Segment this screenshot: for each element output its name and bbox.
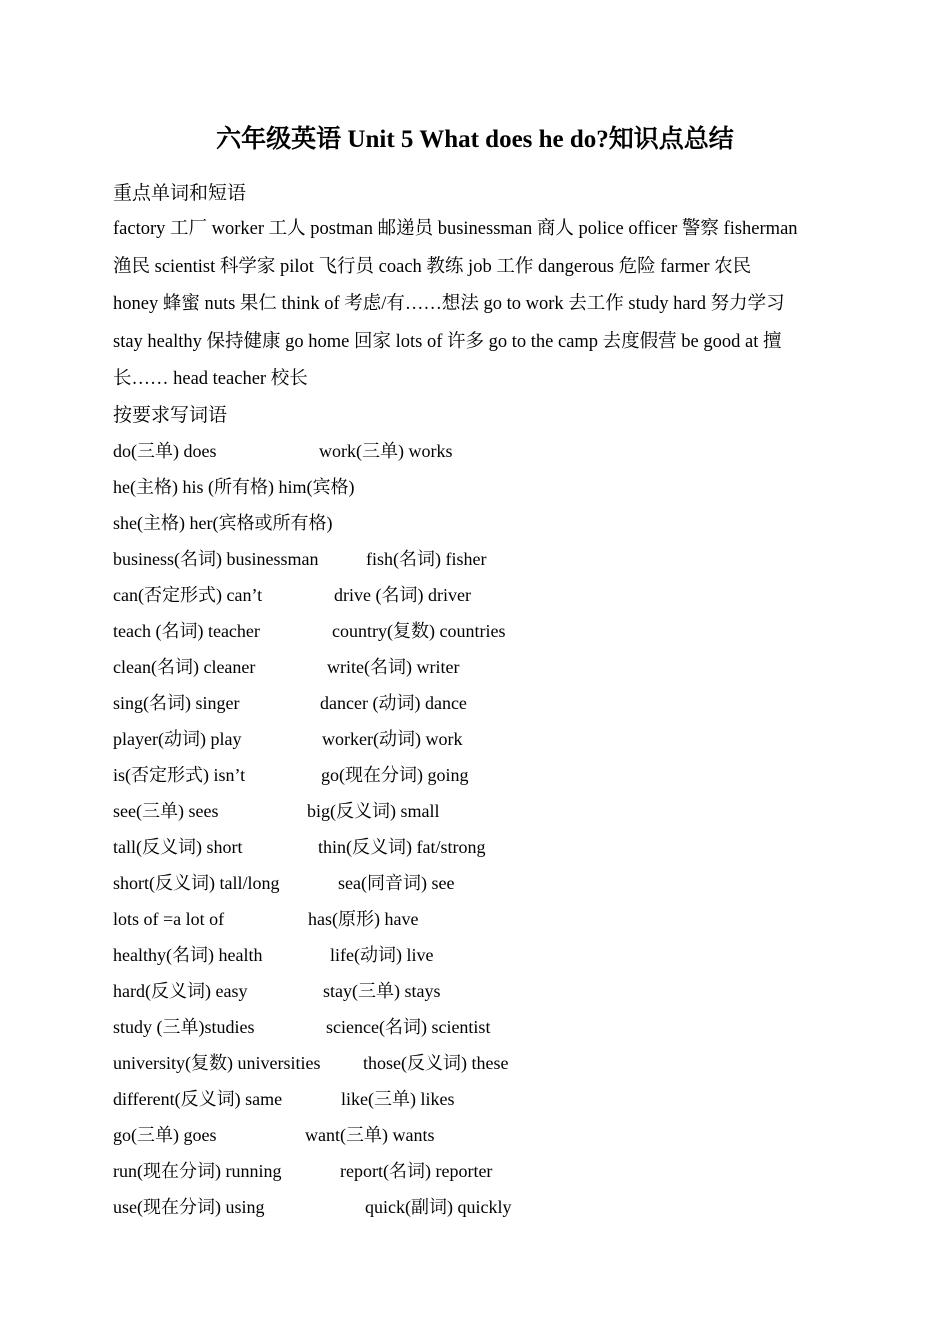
word-form-left: sing(名词) singer — [113, 693, 240, 713]
page-title: 六年级英语 Unit 5 What does he do?知识点总结 — [216, 126, 734, 153]
word-form-left: run(现在分词) running — [113, 1161, 282, 1181]
word-form-row — [113, 721, 833, 757]
vocabulary-line: factory 工厂 worker 工人 postman 邮递员 businessman 商人 police officer 警察 fisherman — [113, 219, 798, 239]
word-form-right: life(动词) live — [330, 945, 434, 965]
word-form-row — [113, 649, 833, 685]
word-form-left: go(三单) goes — [113, 1125, 217, 1145]
word-form-right: fish(名词) fisher — [366, 549, 487, 569]
word-form-right: has(原形) have — [308, 909, 419, 929]
word-form-right: report(名词) reporter — [340, 1161, 493, 1181]
section-heading-vocabulary: 重点单词和短语 — [113, 182, 247, 204]
word-form-right: those(反义词) these — [363, 1053, 509, 1073]
word-form-list — [113, 433, 833, 1225]
word-form-right: write(名词) writer — [327, 657, 460, 677]
word-form-right: drive (名词) driver — [334, 585, 471, 605]
word-form-left: tall(反义词) short — [113, 837, 243, 857]
word-form-row — [113, 685, 833, 721]
word-form-row — [113, 541, 833, 577]
word-form-row — [113, 1081, 833, 1117]
word-form-left: is(否定形式) isn’t — [113, 765, 246, 785]
word-form-left: see(三单) sees — [113, 801, 219, 821]
word-form-left: study (三单)studies — [113, 1017, 255, 1037]
word-form-left: can(否定形式) can’t — [113, 585, 263, 605]
word-form-row — [113, 613, 833, 649]
word-form-left: short(反义词) tall/long — [113, 873, 280, 893]
word-form-left: she(主格) her(宾格或所有格) — [113, 513, 333, 533]
word-form-right: science(名词) scientist — [326, 1017, 491, 1037]
word-form-row — [113, 577, 833, 613]
word-form-row — [113, 433, 833, 469]
section-heading-word-forms: 按要求写词语 — [113, 404, 228, 426]
word-form-row — [113, 901, 833, 937]
word-form-right: stay(三单) stays — [323, 981, 441, 1001]
vocabulary-paragraph — [113, 211, 833, 399]
word-form-left: different(反义词) same — [113, 1089, 283, 1109]
word-form-row — [113, 973, 833, 1009]
word-form-left: do(三单) does — [113, 441, 217, 461]
word-form-left: business(名词) businessman — [113, 549, 319, 569]
word-form-row — [113, 793, 833, 829]
word-form-row — [113, 505, 833, 541]
word-form-row — [113, 1117, 833, 1153]
word-form-right: thin(反义词) fat/strong — [318, 837, 486, 857]
word-form-left: clean(名词) cleaner — [113, 657, 256, 677]
word-form-row — [113, 757, 833, 793]
word-form-row — [113, 937, 833, 973]
word-form-right: like(三单) likes — [341, 1089, 455, 1109]
word-form-right: quick(副词) quickly — [365, 1197, 512, 1217]
word-form-row — [113, 1009, 833, 1045]
word-form-right: dancer (动词) dance — [320, 693, 467, 713]
word-form-left: he(主格) his (所有格) him(宾格) — [113, 477, 355, 497]
word-form-left: healthy(名词) health — [113, 945, 263, 965]
word-form-right: work(三单) works — [319, 441, 453, 461]
word-form-left: hard(反义词) easy — [113, 981, 248, 1001]
word-form-left: player(动词) play — [113, 729, 242, 749]
word-form-right: sea(同音词) see — [338, 873, 455, 893]
word-form-right: go(现在分词) going — [321, 765, 469, 785]
word-form-right: want(三单) wants — [305, 1125, 435, 1145]
word-form-right: country(复数) countries — [332, 621, 506, 641]
vocabulary-line: honey 蜂蜜 nuts 果仁 think of 考虑/有……想法 go to work 去工作 study hard 努力学习 — [113, 294, 785, 314]
vocabulary-line: stay healthy 保持健康 go home 回家 lots of 许多 go to the camp 去度假营 be good at 擅 — [113, 331, 782, 352]
word-form-row — [113, 829, 833, 865]
word-form-row — [113, 1045, 833, 1081]
word-form-row — [113, 865, 833, 901]
word-form-row — [113, 1189, 833, 1225]
word-form-left: university(复数) universities — [113, 1053, 321, 1073]
word-form-left: teach (名词) teacher — [113, 621, 260, 641]
word-form-right: worker(动词) work — [322, 729, 463, 749]
word-form-row — [113, 1153, 833, 1189]
word-form-left: lots of =a lot of — [113, 909, 225, 929]
vocabulary-line: 长…… head teacher 校长 — [113, 369, 308, 389]
word-form-row — [113, 469, 833, 505]
word-form-left: use(现在分词) using — [113, 1197, 265, 1217]
vocabulary-line: 渔民 scientist 科学家 pilot 飞行员 coach 教练 job 工作 dangerous 危险 farmer 农民 — [113, 256, 752, 277]
word-form-right: big(反义词) small — [307, 801, 440, 821]
